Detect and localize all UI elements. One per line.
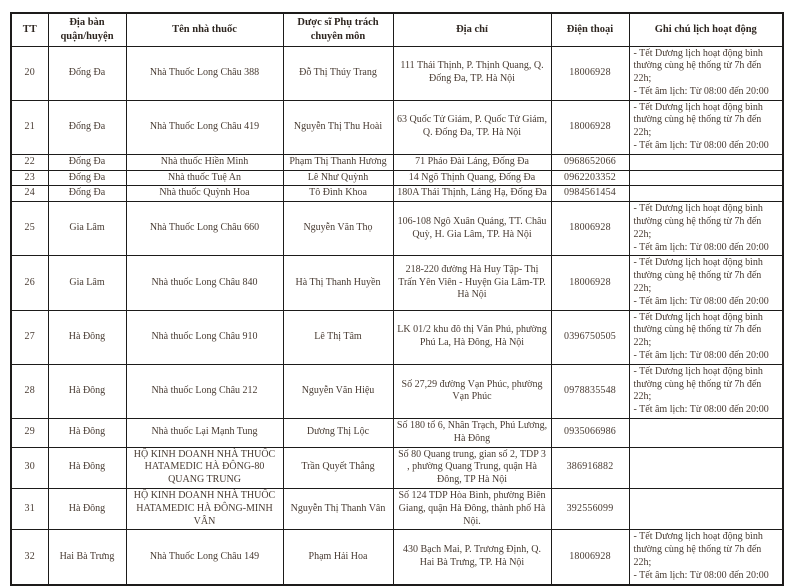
cell-pharmacist: Dương Thị Lộc (283, 419, 393, 448)
schedule-note-line: - Tết Dương lịch hoạt động bình thường cùng hệ thống từ 7h đến 22h; (633, 365, 763, 403)
cell-name: Nhà thuốc Quỳnh Hoa (126, 186, 283, 202)
schedule-note-line: - Tết Dương lịch hoạt động bình thường cùng hệ thống từ 7h đến 22h; (633, 47, 763, 85)
pharmacy-table (10, 12, 784, 586)
cell-pharmacist: Đỗ Thị Thúy Trang (283, 46, 393, 100)
table-row (11, 447, 783, 488)
schedule-note-line: - Tết Dương lịch hoạt động bình thường cùng hệ thống từ 7h đến 22h; (633, 311, 763, 349)
cell-address: 111 Thái Thịnh, P. Thịnh Quang, Q. Đống Đa, TP. Hà Nội (393, 46, 551, 100)
schedule-note-line: - Tết âm lịch: Từ 08:00 đến 20:00 (633, 140, 769, 152)
cell-name: HỘ KINH DOANH NHÀ THUỐC HATAMEDIC HÀ ĐÔNG-80 QUANG TRUNG (126, 447, 283, 488)
cell-district: Hà Đông (48, 419, 126, 448)
column-header-name: Tên nhà thuốc (126, 13, 283, 46)
cell-district: Hà Đông (48, 447, 126, 488)
schedule-note-line: - Tết Dương lịch hoạt động bình thường cùng hệ thống từ 7h đến 22h; (633, 203, 763, 240)
cell-address: Số 80 Quang trung, gian số 2, TDP 3 , phường Quang Trung, quận Hà Đông, TP Hà Nội (393, 447, 551, 488)
cell-phone: 18006928 (551, 46, 629, 100)
cell-district: Gia Lâm (48, 202, 126, 256)
cell-pharmacist: Lê Như Quỳnh (283, 170, 393, 186)
cell-district: Hà Đông (48, 310, 126, 364)
cell-district: Đống Đa (48, 46, 126, 100)
cell-name: Nhà thuốc Long Châu 910 (126, 310, 283, 364)
column-header-district: Địa bàn quận/huyện (48, 13, 126, 46)
table-row (11, 256, 783, 310)
cell-note (629, 202, 783, 256)
cell-pharmacist: Nguyễn Văn Hiệu (283, 364, 393, 418)
cell-address: Số 180 tổ 6, Nhân Trạch, Phú Lương, Hà Đông (393, 419, 551, 448)
column-header-phone: Điện thoại (551, 13, 629, 46)
cell-phone: 0978835548 (551, 364, 629, 418)
cell-name: Nhà Thuốc Long Châu 388 (126, 46, 283, 100)
cell-district: Hà Đông (48, 364, 126, 418)
cell-name: Nhà thuốc Long Châu 840 (126, 256, 283, 310)
cell-phone: 18006928 (551, 530, 629, 585)
table-row (11, 154, 783, 170)
cell-phone: 0935066986 (551, 419, 629, 448)
cell-address: 180A Thái Thịnh, Láng Hạ, Đống Đa (393, 186, 551, 202)
cell-note (629, 46, 783, 100)
schedule-note-line: - Tết âm lịch: Từ 08:00 đến 20:00 (633, 241, 769, 253)
cell-address: 63 Quốc Tử Giám, P. Quốc Tử Giám, Q. Đống Đa, TP. Hà Nội (393, 100, 551, 154)
cell-tt: 28 (11, 364, 48, 418)
cell-phone: 18006928 (551, 100, 629, 154)
cell-phone: 0968652066 (551, 154, 629, 170)
cell-note (629, 310, 783, 364)
schedule-note-line: - Tết âm lịch: Từ 08:00 đến 20:00 (633, 404, 769, 416)
cell-address: 14 Ngõ Thịnh Quang, Đống Đa (393, 170, 551, 186)
table-row (11, 530, 783, 585)
schedule-note-line: - Tết âm lịch: Từ 08:00 đến 20:00 (633, 569, 769, 581)
cell-tt: 29 (11, 419, 48, 448)
cell-address: 430 Bạch Mai, P. Trương Định, Q. Hai Bà Trưng, TP. Hà Nội (393, 530, 551, 585)
table-row (11, 202, 783, 256)
cell-pharmacist: Tô Đình Khoa (283, 186, 393, 202)
cell-phone: 0984561454 (551, 186, 629, 202)
table-row (11, 170, 783, 186)
cell-note (629, 100, 783, 154)
cell-note (629, 530, 783, 585)
cell-address: Số 27,29 đường Vạn Phúc, phường Vạn Phúc (393, 364, 551, 418)
cell-note (629, 256, 783, 310)
cell-name: Nhà thuốc Lại Mạnh Tung (126, 419, 283, 448)
column-header-pharmacist: Dược sĩ Phụ trách chuyên môn (283, 13, 393, 46)
cell-name: Nhà thuốc Tuệ An (126, 170, 283, 186)
table-header-row (11, 13, 783, 46)
cell-tt: 32 (11, 530, 48, 585)
schedule-note-line: - Tết Dương lịch hoạt động bình thường cùng hệ thống từ 7h đến 22h; (633, 257, 763, 295)
cell-pharmacist: Nguyễn Thị Thanh Vân (283, 489, 393, 530)
cell-note (629, 186, 783, 202)
schedule-note-line: - Tết âm lịch: Từ 08:00 đến 20:00 (633, 295, 769, 307)
cell-pharmacist: Hà Thị Thanh Huyền (283, 256, 393, 310)
table-row (11, 310, 783, 364)
cell-phone: 18006928 (551, 256, 629, 310)
cell-pharmacist: Nguyễn Thị Thu Hoài (283, 100, 393, 154)
cell-tt: 24 (11, 186, 48, 202)
cell-tt: 21 (11, 100, 48, 154)
cell-tt: 25 (11, 202, 48, 256)
cell-pharmacist: Lê Thị Tâm (283, 310, 393, 364)
cell-note (629, 489, 783, 530)
cell-tt: 30 (11, 447, 48, 488)
cell-name: HỘ KINH DOANH NHÀ THUỐC HATAMEDIC HÀ ĐÔNG-MINH VÂN (126, 489, 283, 530)
cell-tt: 27 (11, 310, 48, 364)
table-row (11, 46, 783, 100)
table-row (11, 186, 783, 202)
cell-address: LK 01/2 khu đô thị Văn Phú, phường Phú La, Hà Đông, Hà Nội (393, 310, 551, 364)
cell-pharmacist: Phạm Thị Thanh Hương (283, 154, 393, 170)
cell-district: Đống Đa (48, 100, 126, 154)
column-header-tt: TT (11, 13, 48, 46)
cell-name: Nhà Thuốc Long Châu 660 (126, 202, 283, 256)
cell-note (629, 154, 783, 170)
cell-pharmacist: Trần Quyết Thắng (283, 447, 393, 488)
schedule-note-line: - Tết âm lịch: Từ 08:00 đến 20:00 (633, 85, 769, 97)
cell-district: Hai Bà Trưng (48, 530, 126, 585)
cell-address: 106-108 Ngô Xuân Quảng, TT. Châu Quỳ, H. Gia Lâm, TP. Hà Nội (393, 202, 551, 256)
cell-district: Đống Đa (48, 186, 126, 202)
pharmacy-table-body (11, 46, 783, 585)
cell-note (629, 447, 783, 488)
cell-district: Gia Lâm (48, 256, 126, 310)
schedule-note-line: - Tết Dương lịch hoạt động bình thường cùng hệ thống từ 7h đến 22h; (633, 101, 763, 139)
cell-phone: 0962203352 (551, 170, 629, 186)
cell-phone: 18006928 (551, 202, 629, 256)
cell-name: Nhà Thuốc Long Châu 419 (126, 100, 283, 154)
cell-name: Nhà Thuốc Long Châu 149 (126, 530, 283, 585)
cell-tt: 26 (11, 256, 48, 310)
table-row (11, 489, 783, 530)
column-header-address: Địa chỉ (393, 13, 551, 46)
cell-address: 218-220 đường Hà Huy Tập- Thị Trấn Yên Viên - Huyện Gia Lâm-TP. Hà Nội (393, 256, 551, 310)
cell-pharmacist: Phạm Hải Hoa (283, 530, 393, 585)
cell-tt: 31 (11, 489, 48, 530)
table-row (11, 419, 783, 448)
cell-name: Nhà thuốc Long Châu 212 (126, 364, 283, 418)
table-row (11, 364, 783, 418)
column-header-note: Ghi chú lịch hoạt động (629, 13, 783, 46)
cell-note (629, 170, 783, 186)
cell-address: Số 124 TDP Hòa Bình, phường Biên Giang, quận Hà Đông, thành phố Hà Nội. (393, 489, 551, 530)
cell-district: Đống Đa (48, 154, 126, 170)
cell-phone: 386916882 (551, 447, 629, 488)
cell-name: Nhà thuốc Hiền Minh (126, 154, 283, 170)
cell-phone: 392556099 (551, 489, 629, 530)
cell-phone: 0396750505 (551, 310, 629, 364)
table-row (11, 100, 783, 154)
cell-note (629, 364, 783, 418)
cell-tt: 23 (11, 170, 48, 186)
cell-address: 71 Pháo Đài Láng, Đống Đa (393, 154, 551, 170)
cell-district: Hà Đông (48, 489, 126, 530)
schedule-note-line: - Tết âm lịch: Từ 08:00 đến 20:00 (633, 350, 769, 362)
cell-tt: 20 (11, 46, 48, 100)
cell-district: Đống Đa (48, 170, 126, 186)
cell-pharmacist: Nguyễn Văn Thọ (283, 202, 393, 256)
schedule-note-line: - Tết Dương lịch hoạt động bình thường cùng hệ thống từ 7h đến 22h; (633, 531, 763, 568)
cell-note (629, 419, 783, 448)
cell-tt: 22 (11, 154, 48, 170)
